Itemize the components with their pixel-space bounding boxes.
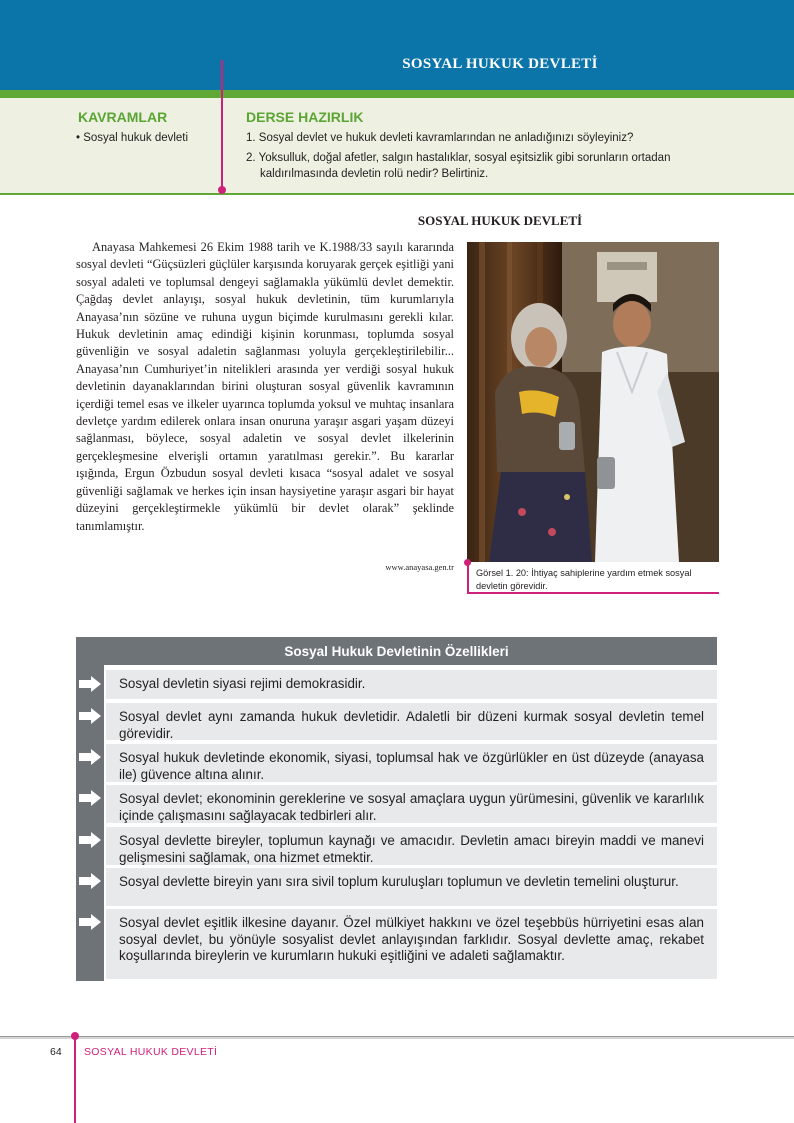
arrow-right-icon [78,831,102,849]
header-band [0,0,794,90]
feature-text: Sosyal devlet; ekonominin gereklerine ve sosyal amaçlara uygun yürümesini, güvenlik ve kararlılık içinde çalışmasını sağlayacak tedbirleri alır. [119,791,704,823]
divider-dot [218,186,226,194]
question-1: 1. Sosyal devlet ve hukuk devleti kavramlarından ne anladığınızı söyleyiniz? [246,132,634,144]
figure-photo [467,242,719,562]
page-number: 64 [50,1046,62,1058]
feature-item [106,785,717,823]
footer-divider-line [74,1036,76,1123]
chapter-title: SOSYAL HUKUK DEVLETİ [402,56,598,72]
feature-text: Sosyal devlette bireyler, toplumun kaynağı ve amacıdır. Devletin amacı bireyin maddi ve manevi gelişmesini sağlamak, ona hizmet etmektir. [119,833,704,865]
arrow-right-icon [78,675,102,693]
feature-item [106,670,717,699]
source-citation: www.anayasa.gen.tr [385,562,454,572]
feature-item [106,827,717,865]
feature-text: Sosyal hukuk devletinde ekonomik, siyasi, toplumsal hak ve özgürlükler en üst düzeyde (anayasa ile) güvence altına alınır. [119,750,704,782]
header-green-stripe [0,90,794,98]
features-title: Sosyal Hukuk Devletinin Özellikleri [76,637,717,665]
feature-item [106,703,717,740]
footer-divider-dot [71,1032,79,1040]
feature-text: Sosyal devlet aynı zamanda hukuk devletidir. Adaletli bir düzeni kurmak sosyal devletin temel görevidir. [119,709,704,741]
divider-line [221,60,223,190]
arrow-right-icon [78,913,102,931]
figure-caption: Görsel 1. 20: İhtiyaç sahiplerine yardım etmek sosyal devletin görevidir. [476,568,692,591]
question-2: 2. Yoksulluk, doğal afetler, salgın hastalıklar, sosyal eşitsizlik gibi sorunların ortadan kaldırılmasında devletin rolü nedir? Belirtiniz. [246,152,671,180]
arrow-right-icon [78,872,102,890]
feature-text: Sosyal devletin siyasi rejimi demokrasidir. [119,676,366,691]
arrow-right-icon [78,748,102,766]
kavramlar-item: • Sosyal hukuk devleti [76,132,189,144]
kavramlar-heading: KAVRAMLAR [78,109,168,125]
derse-hazirlik-heading: DERSE HAZIRLIK [246,109,364,125]
feature-item [106,868,717,906]
footer-rule-shadow [0,1037,794,1039]
feature-text: Sosyal devlet eşitlik ilkesine dayanır. Özel mülkiyet hakkını ve özel teşebbüs hürriyetini esas alan sosyal devlet, bu yönüyle sosyalist devlet anlayışından farklıdır. Sosyal devlette amaç, rekabet koşullarında bireylerin ve kurumların hukuki eşitliğini ve adaleti sağlamaktır. [119,915,704,963]
running-title: SOSYAL HUKUK DEVLETİ [84,1046,218,1058]
arrow-right-icon [78,789,102,807]
section-title: SOSYAL HUKUK DEVLETİ [417,213,583,228]
arrow-right-icon [78,707,102,725]
section-paragraph: Anayasa Mahkemesi 26 Ekim 1988 tarih ve K.1988/33 sayılı kararında sosyal devleti “Güçsüzleri güçlüler karşısında koruyarak gerçek eşitliği yani sosyal adaleti ve toplumsal dengeyi sağlamakla yükümlü devlet demektir. Çağdaş devlet anlayışı, sosyal hukuk devletinin, tüm kurumlarıyla Anayasa’nın sözüne ve ruhuna uygun biçimde kurulmasını gerekli kılar. Hukuk devletinin amaç edindiği kişinin korunması, toplumda sosyal güvenliğin ve sosyal adaletin sağlanması yoluyla gerçekleştirilebilir... Anayasa’nın Cumhuriyet’in nitelikleri arasında yer verdiği sosyal hukuk devletinin dayanaklarından birini oluşturan sosyal güvenlik kavramının içerdiği temel esas ve ilkeler uyarınca toplumda yoksul ve muhtaç insanlara devletçe yardım edilerek onlara insan onuruna yaraşır asgari yaşam düzeyi sağlanması, böylece, sosyal adaletin ve sosyal devlet ilkelerinin gerçekleşmesine elverişli ortamın yaratılması gerekir.”. Bu kararlar ışığında, Ergun Özbudun sosyal devleti kısaca “sosyal adalet ve sosyal güvenliği sağlamak ve herkes için insan haysiyetine yaraşır asgari bir hayat düzeyini gerçekleştirmekle yükümlü bir devlet olarak” şeklinde tanımlamıştır. [76,240,454,533]
feature-text: Sosyal devlette bireyin yanı sıra sivil toplum kuruluşları toplumun ve devletin temelini oluşturur. [119,874,679,889]
features-box [76,637,717,982]
feature-item [106,744,717,782]
feature-item [106,909,717,979]
